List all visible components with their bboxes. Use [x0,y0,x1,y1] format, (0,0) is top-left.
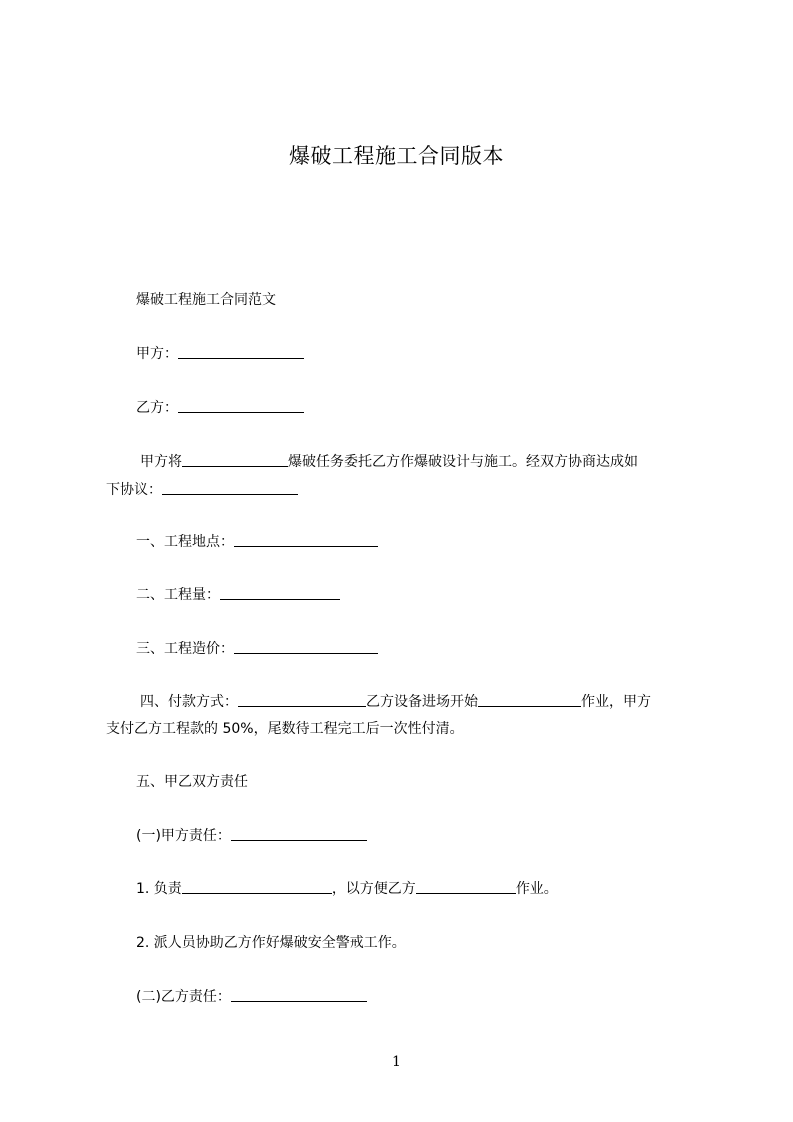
intro-line-2 [106,476,706,504]
duty-a1-line [106,875,706,903]
duty-a1-text-c: 作业。 [515,881,558,897]
duty-b-line [106,983,706,1011]
subtitle-text: 爆破工程施工合同范文 [136,292,276,308]
item-5-heading: 五、甲乙双方责任 [136,774,248,790]
item-2-label: 二、工程量： [136,587,220,603]
item-3-label: 三、工程造价： [136,641,234,657]
party-b-line [106,394,706,422]
duty-a2-text: 2. 派人员协助乙方作好爆破安全警戒工作。 [136,935,406,951]
duty-a1-text-a: 1. 负责 [136,881,182,897]
item-3-blank [234,639,378,654]
item-4-line-2 [106,715,706,743]
item-1-blank [234,532,378,547]
item-4-label: 四、付款方式： [140,694,238,710]
item-2-line [106,581,706,609]
document-title: 爆破工程施工合同版本 [289,144,504,168]
item-4-blank-1 [238,692,366,707]
item-4-text-c: 作业，甲方 [581,694,651,710]
item-1-label: 一、工程地点： [136,534,234,550]
page-number: 1 [392,1054,401,1070]
party-a-label: 甲方： [136,346,178,362]
party-a-blank [178,344,304,359]
duty-a-label: (一)甲方责任： [136,828,231,844]
duty-a1-blank-2 [416,879,516,894]
duty-b-blank [231,987,367,1002]
intro-line-1 [106,448,706,476]
duty-a2-line [106,929,706,957]
duty-b-label: (二)乙方责任： [136,989,231,1005]
item-4-text-d: 支付乙方工程款的 50%，尾数待工程完工后一次性付清。 [106,721,464,737]
item-5-line [106,768,706,796]
duty-a-blank [231,826,367,841]
item-3-line [106,635,706,663]
duty-a1-blank-1 [182,879,332,894]
intro-blank [182,452,288,467]
party-b-label: 乙方： [136,400,178,416]
item-4-line-1 [106,688,706,716]
item-2-blank [220,585,340,600]
intro-text-b: 爆破任务委托乙方作爆破设计与施工。经双方协商达成如 [288,454,638,470]
item-4-blank-2 [478,692,581,707]
party-b-blank [178,398,304,413]
contract-subtitle [106,286,706,314]
duty-a-line [106,822,706,850]
intro-text-a: 甲方将 [140,454,182,470]
party-a-line [106,340,706,368]
item-1-line [106,528,706,556]
duty-a1-text-b: ，以方便乙方 [331,881,416,897]
intro-text-c: 下协议： [106,482,162,498]
item-4-text-b: 乙方设备进场开始 [366,694,478,710]
intro-agreement-blank [162,480,298,495]
